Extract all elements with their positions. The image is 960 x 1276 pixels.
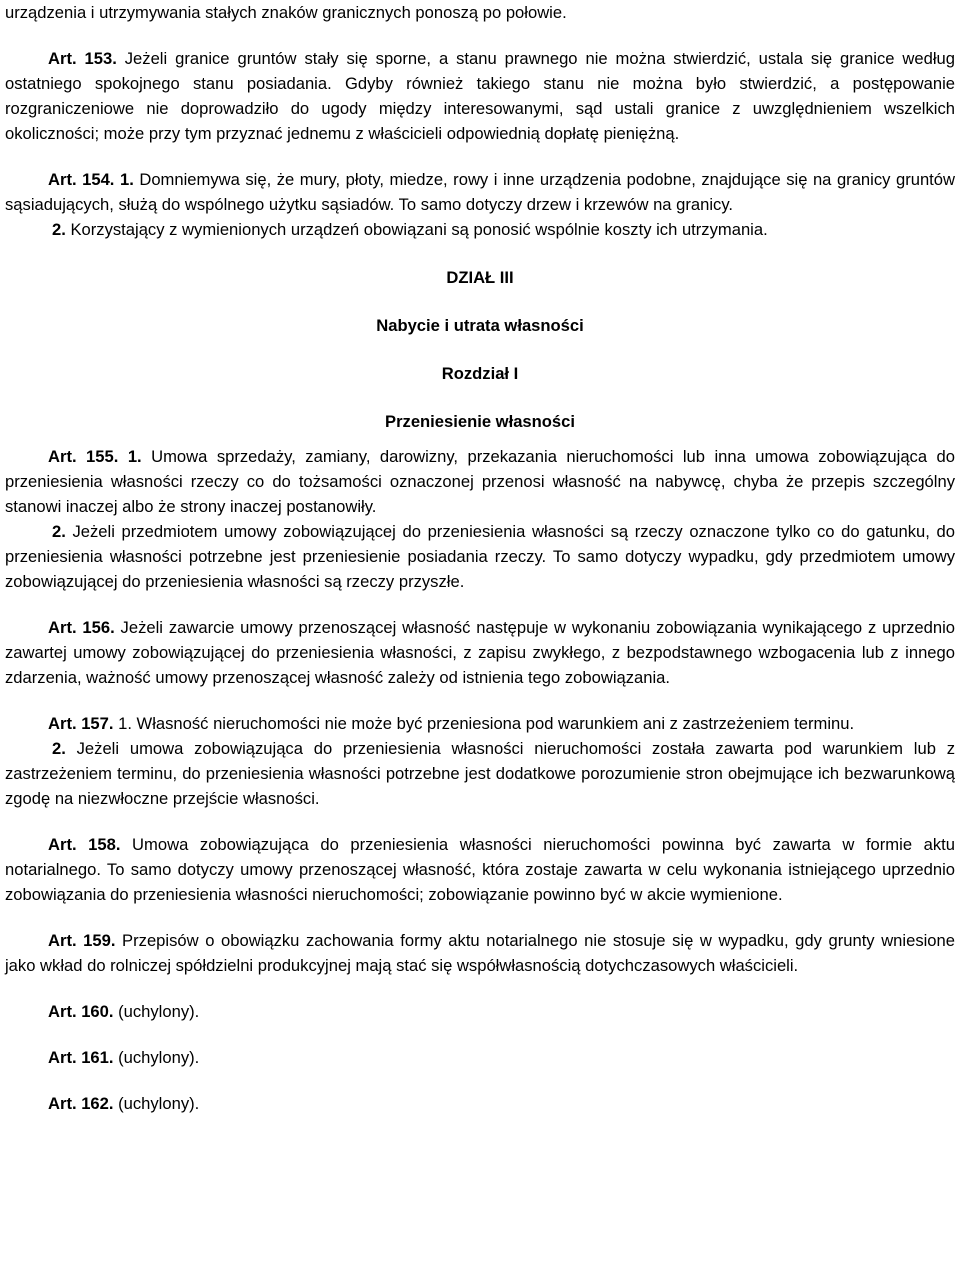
article-157-par-1: Art. 157. 1. Własność nieruchomości nie może być przeniesiona pod warunkiem ani z zastrzeżeniem terminu. [48,714,855,733]
article-number: Art. 157. [48,714,114,733]
article-158: Art. 158. Umowa zobowiązująca do przeniesienia własności nieruchomości powinna być zawarta w formie aktu notarialnego. To samo dotyczy umowy przenoszącej własność, która zostaje zawarta w celu wykonania istniejącego uprzednio zobowiązania do przeniesienia własności nieruchomości; zobowiązanie powinno być w akcie wymienione. [5,835,955,904]
intro-text: urządzenia i utrzymywania stałych znaków granicznych ponoszą po połowie. [5,3,567,22]
article-number: Art. 162. [48,1094,114,1113]
article-number: Art. 159. [48,931,116,950]
article-154-par-1: Art. 154. 1. Domniemywa się, że mury, płoty, miedze, rowy i inne urządzenia podobne, znajdujące się na granicy gruntów sąsiadujących, służą do wspólnego użytku sąsiadów. To samo dotyczy drzew i krzewów na granicy. [5,170,956,214]
article-160: Art. 160. (uchylony). [48,1002,200,1021]
paragraph-number: 2. [52,522,66,541]
article-number: Art. 160. [48,1002,114,1021]
article-162: Art. 162. (uchylony). [48,1094,200,1113]
paragraph-number: 1. [127,447,142,466]
paragraph-number: 2. [52,220,66,239]
article-157-par-2: 2. Jeżeli umowa zobowiązująca do przeniesienia własności nieruchomości została zawarta pod warunkiem lub z zastrzeżeniem terminu, do przeniesienia własności potrzebne jest dodatkowe porozumienie stron obejmujące ich bezwarunkową zgodę na niezwłoczne przejście własności. [5,739,955,808]
paragraph-number: 2. [52,739,66,758]
article-155-par-2: 2. Jeżeli przedmiotem umowy zobowiązującej do przeniesienia własności są rzeczy oznaczone tylko co do gatunku, do przeniesienia własności potrzebne jest przeniesienie posiadania rzeczy. To samo dotyczy wypadku, gdy przedmiotem umowy zobowiązującej do przeniesienia własności są rzeczy przyszłe. [5,522,955,591]
article-155-par-1: Art. 155. 1. Umowa sprzedaży, zamiany, darowizny, przekazania nieruchomości lub inna umowa zobowiązująca do przeniesienia własności rzeczy co do tożsamości oznaczonej przenosi własność na nabywcę, chyba że przepis szczególny stanowi inaczej albo że strony inaczej postanowiły. [5,447,955,516]
division-title: Nabycie i utrata własności [376,316,584,335]
article-number: Art. 158. [48,835,121,854]
article-159: Art. 159. Przepisów o obowiązku zachowania formy aktu notarialnego nie stosuje się w wypadku, gdy grunty wniesione jako wkład do rolniczej spółdzielni produkcyjnej mają stać się współwłasnością dotychczasowych właścicieli. [5,931,955,975]
article-154-par-2: 2. Korzystający z wymienionych urządzeń obowiązani są ponosić wspólnie koszty ich utrzymania. [52,220,768,239]
article-161: Art. 161. (uchylony). [48,1048,200,1067]
paragraph-number: 1. [119,170,134,189]
division-heading: DZIAŁ III [446,268,514,287]
article-number: Art. 161. [48,1048,114,1067]
article-number: Art. 155. [48,447,119,466]
article-number: Art. 154. [48,170,115,189]
chapter-title: Przeniesienie własności [385,412,575,431]
article-156: Art. 156. Jeżeli zawarcie umowy przenoszącej własność następuje w wykonaniu zobowiązania wynikającego z uprzednio zawartej umowy zobowiązującej do przeniesienia własności, z zapisu zwykłego, z bezpodstawnego wzbogacenia lub z innego zdarzenia, ważność umowy przenoszącej własność zależy od istnienia tego zobowiązania. [5,618,955,687]
chapter-heading: Rozdział I [441,364,519,383]
article-number: Art. 153. [48,49,117,68]
article-number: Art. 156. [48,618,115,637]
article-153: Art. 153. Jeżeli granice gruntów stały się sporne, a stanu prawnego nie można stwierdzić, ustala się granice według ostatniego spokojnego stanu posiadania. Gdyby również takiego stanu nie można było stwierdzić, a postępowanie rozgraniczeniowe nie doprowadziło do ugody między interesowanymi, sąd ustali granice z uwzględnieniem wszelkich okoliczności; może przy tym przyznać jednemu z właścicieli odpowiednią dopłatę pieniężną. [5,49,955,143]
